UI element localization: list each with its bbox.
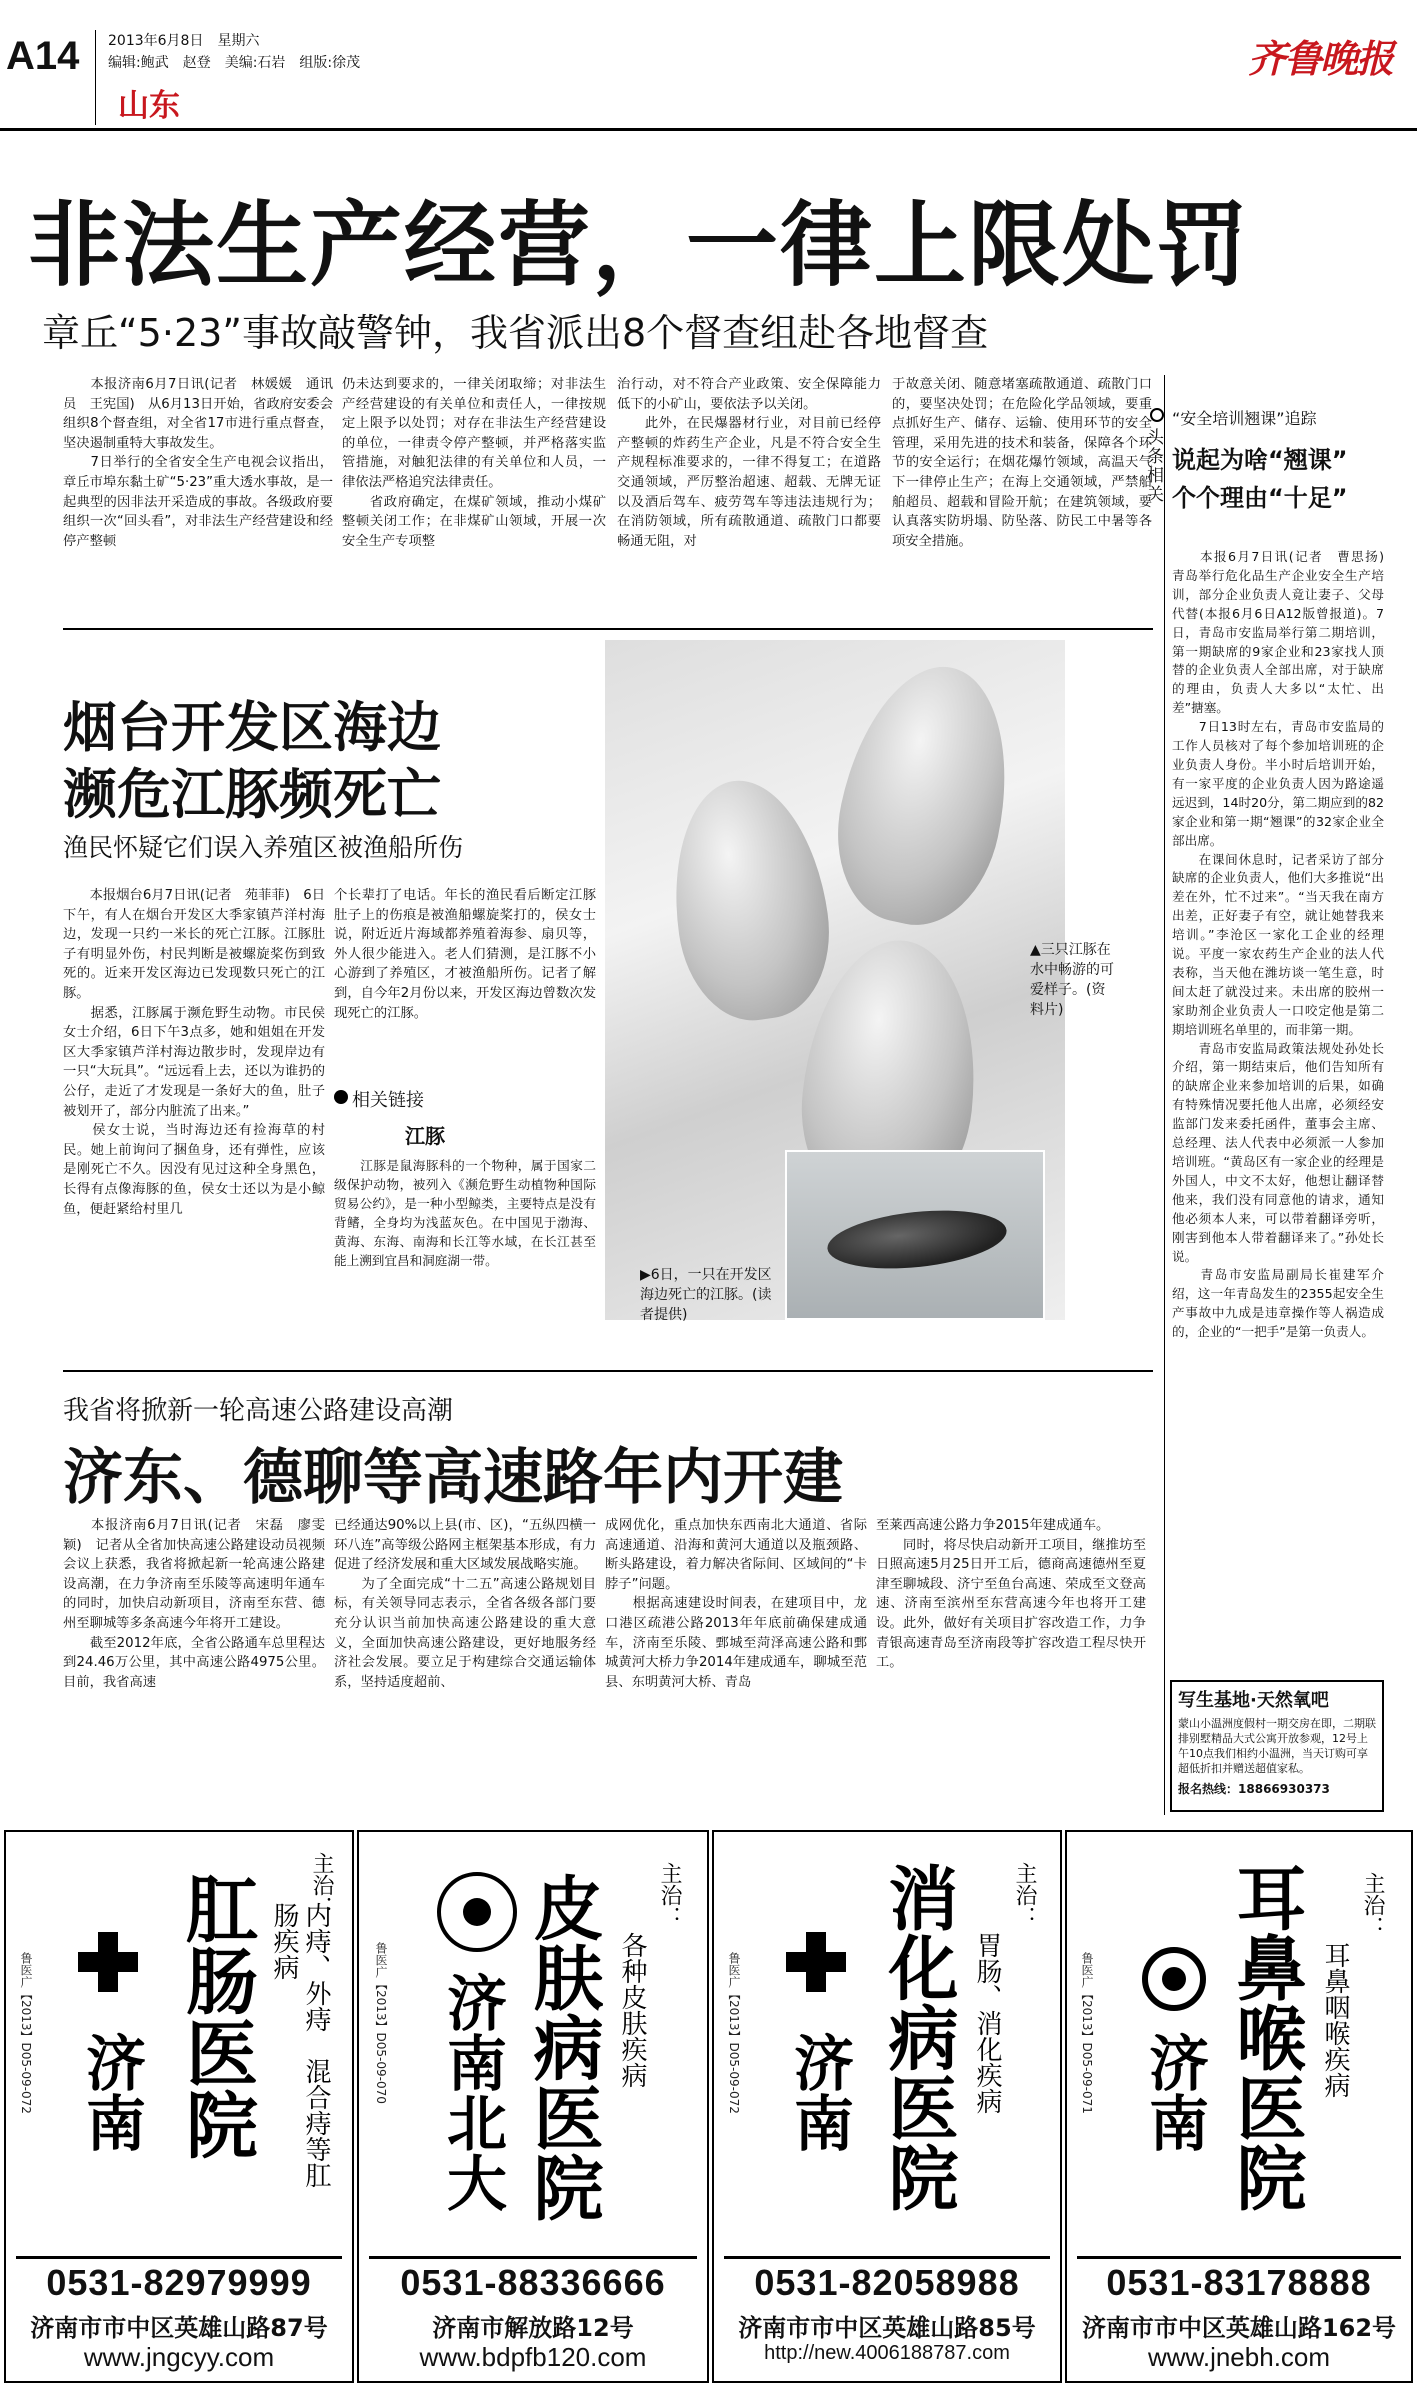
ad-1-website-link[interactable]: www.jngcyy.com	[83, 2342, 275, 2372]
photo-caption-2: ▶6日，一只在开发区海边死亡的江豚。(读者提供)	[640, 1267, 772, 1323]
lead-col-2: 仍未达到要求的，一律关闭取缔；对非法生产经营建设的有关单位和责任人，一律按规定上限予以处罚；对存在非法生产经营建设的单位，一律责令停产整顿，并严格落实监管措施，对触犯法律的有关单位和人员，一律依法严格追究法律责任。 省政府确定，在煤矿领域，推动小煤矿整顿关闭工作；在非煤矿山领域，开展一次安全生产专项整	[342, 377, 606, 549]
sidebar-ad-body: 蒙山小温洲度假村一期交房在即，二期联排别墅精品大式公寓开放参观，12号上午10点我们相约小温洲，当天订购可享超低折扣并赠送超值家私。	[1178, 1717, 1376, 1775]
ad-3-website-link[interactable]: http://new.4006188787.com	[764, 2342, 1010, 2364]
ad-digestive-hospital[interactable]	[712, 1830, 1062, 2383]
sidebar-section-label: 头条相关	[1143, 428, 1163, 504]
ad-3-city: 济南	[784, 2032, 854, 2152]
ad-4-services: 耳鼻咽喉疾病	[1320, 1942, 1350, 2098]
sidebar-body: 本报6月7日讯(记者 曹思扬) 青岛举行危化品生产企业安全生产培训，部分企业负责人竟让妻子、父母代替(本报6月6日A12版曾报道)。7日，青岛市安监局举行第二期培训，第一期缺席的9家企业和23家找人顶替的企业负责人全部出席，对于缺席的理由，负责人大多以“太忙、出差”搪塞。 7日13时左右，青岛市安监局的工作人员核对了每个参加培训班的企业负责人身份。半小时后培训开始，有一家平度的企业负责人因为路途遥远迟到，14时20分，第二期应到的82家企业和第一期“翘课”的32家企业全部出席。 在课间休息时，记者采访了部分缺席的企业负责人，他们大多推说“出差在外，忙不过来”。“当天我在南方出差，正好妻子有空，就让她替我来培训。”李沧区一家化工企业的经理说。平度一家农药生产企业的法人代表称，当天他在潍坊谈一笔生意，时间太赶了就没过来。未出席的胶州一家助剂企业负责人一口咬定他是第二期培训班名单里的，而非第一期。 青岛市安监局政策法规处孙处长介绍，第一期结束后，他们告知所有的缺席企业来参加培训的后果，如确有特殊情况要托他人出席，必须经安监部门发来委托函件，董事会主席、总经理、法人代表中必须派一人参加培训班。“黄岛区有一家企业的经理是外国人，中文不太好，他想让翻译替他来，我们没有同意他的请求，通知他必须本人来，可以带着翻译旁听，刚害到他本人带着翻译来了。”孙处长说。 青岛市安监局副局长崔建军介绍，这一年青岛发生的2355起安全生产事故中九成是违章操作等人祸造成的，企业的“一把手”是第一负责人。	[1172, 549, 1384, 1340]
ad-4-license: 鲁医广【2013】D05-09-071	[1080, 1952, 1094, 2114]
porpoise-col-1: 本报烟台6月7日讯(记者 苑菲菲) 6日下午，有人在烟台开发区大季家镇芦洋村海边，发现一只约一米长的死亡江豚。江豚肚子有明显外伤，村民判断是被螺旋桨伤到致死的。近来开发区海边已发现数只死亡的江豚。 据悉，江豚属于濒危野生动物。市民侯女士介绍，6日下午3点多，她和姐姐在开发区大季家镇芦洋村海边散步时，发现岸边有一只“大玩具”。“远远看上去，还以为谁扔的公仔，走近了才发现是一条好大的鱼，肚子被划开了，部分内脏流了出来。” 侯女士说，当时海边还有捡海草的村民。她上前询问了捆鱼身，还有弹性，应该是刚死亡不久。因没有见过这种全身黑色，长得有点像海豚的鱼，侯女士还以为是小鲸鱼，便赶紧给村里几	[63, 888, 325, 1217]
porpoise-2	[659, 771, 841, 1030]
ad-3-name: 消化病医院	[877, 1862, 960, 2212]
dead-porpoise	[825, 1203, 1010, 1277]
ad-3-address: 济南市市中区英雄山路85号	[738, 2314, 1036, 2342]
ad-3-phone[interactable]: 0531-82058988	[754, 2262, 1020, 2303]
ad-ent-hospital[interactable]	[1065, 1830, 1413, 2383]
lead-col-4: 于故意关闭、随意堵塞疏散通道、疏散门口的，要坚决处罚；在危险化学品领域，要重点抓好生产、储存、运输、使用环节的安全管理，采用先进的技术和装备，保障各个环节的安全运行；在烟花爆竹领域，高温天气下一律停止生产；在海上交通领域，严禁船舶超员、超载和冒险开航；在建筑领域，要认真落实防坍塌、防坠落、防民工中暑等各项安全措施。	[892, 377, 1152, 549]
sidebar-ad-box	[1170, 1680, 1384, 1812]
lead-col-1: 本报济南6月7日讯(记者 林媛媛 通讯员 王宪国) 从6月13日开始，省政府安委会组织8个督查组，对全省17市进行重点督查，坚决遏制重特大事故发生。 7日举行的全省安全生产电视会议指出，章丘市埠东黏土矿“5·23”重大透水事故，是一起典型的因非法开采造成的事故。各级政府要组织一次“回头看”，对非法生产经营建设和经停产整顿	[63, 377, 333, 549]
ad-dermatology-hospital[interactable]	[357, 1830, 709, 2383]
highway-col-3: 成网优化，重点加快东西南北大通道、省际高速通道、沿海和黄河大通道以及瓶颈路、断头路建设，着力解决省际间、区域间的“卡脖子”问题。 根据高速建设时间表，在建项目中，龙口港区疏港公路2013年年底前确保建成通车，济南至乐陵、鄄城至菏泽高速公路和鄄城黄河大桥力争2014年建成通车，聊城至范县、东明黄河大桥、青岛	[605, 1518, 867, 1690]
editor-credits: 编辑:鲍武 赵登 美编:石岩 组版:徐茂	[108, 55, 361, 71]
sidebar-kicker: “安全培训翘课”追踪	[1172, 409, 1317, 428]
sidebar-ad-title: 写生基地·天然氧吧	[1178, 1690, 1329, 1711]
porpoise-col-2: 个长辈打了电话。年长的渔民看后断定江豚肚子上的伤痕是被渔船螺旋桨打的，侯女士说，附近近片海域都养殖着海参、扇贝等，外人很少能进入。老人们猜测，是江豚不小心游到了养殖区，才被渔船所伤。记者了解到，自今年2月份以来，开发区海边曾数次发现死亡的江豚。	[334, 888, 596, 1021]
link-bullet-icon	[334, 1090, 348, 1104]
photo-caption-1: ▲三只江豚在水中畅游的可爱样子。(资料片)	[1030, 942, 1114, 1018]
masthead-logo: 齐鲁晚报	[1248, 36, 1393, 81]
ad-1-service-label: 主治：	[309, 1852, 334, 1918]
ad-4-address: 济南市市中区英雄山路162号	[1081, 2314, 1397, 2342]
ad-4-phone[interactable]: 0531-83178888	[1106, 2262, 1372, 2303]
ad-anorectal-hospital[interactable]	[4, 1830, 354, 2383]
issue-date: 2013年6月8日 星期六	[108, 33, 260, 49]
ad-2-service-label: 主治：	[657, 1862, 682, 1928]
ad-3-service-label: 主治：	[1012, 1862, 1037, 1928]
ad-3-license: 鲁医广【2013】D05-09-072	[727, 1952, 741, 2114]
ad-1-phone[interactable]: 0531-82979999	[46, 2262, 312, 2303]
related-link-title: 江豚	[405, 1124, 445, 1148]
lead-subhead: 章丘“5·23”事故敲警钟，我省派出8个督查组赴各地督查	[42, 311, 989, 355]
ad-2-name: 皮肤病医院	[522, 1872, 605, 2222]
sidebar-bullet-icon	[1150, 408, 1164, 422]
highway-kicker: 我省将掀新一轮高速公路建设高潮	[63, 1396, 454, 1426]
highway-col-2: 已经通达90%以上县(市、区)，“五纵四横一环八连”高等级公路网主框架基本形成，有力促进了经济发展和重大区域发展战略实施。 为了全面完成“十二五”高速公路规划目标，有关领导同志表示，全省各级各部门要充分认识当前加快高速公路建设的重大意义，全面加快高速公路建设，更好地服务经济社会发展。要立足于构建综合交通运输体系，坚持适度超前、	[334, 1518, 596, 1690]
porpoise-subhead: 渔民怀疑它们误入养殖区被渔船所伤	[63, 833, 464, 862]
ad-1-name: 肛肠医院	[174, 1872, 259, 2160]
section-name: 山东	[118, 88, 180, 124]
highway-col-1: 本报济南6月7日讯(记者 宋磊 廖雯颖) 记者从全省加快高速公路建设动员视频会议上获悉，我省将掀起新一轮高速公路建设高潮，在力争济南至乐陵等高速明年通车的同时，加快启动新项目，济南至东营、德州至聊城等多条高速今年将开工建设。 截至2012年底，全省公路通车总里程达到24.46万公里，其中高速公路4975公里。目前，我省高速	[63, 1518, 325, 1690]
ad-1-license: 鲁医广【2013】D05-09-072	[19, 1952, 33, 2114]
related-link-label: 相关链接	[352, 1090, 424, 1111]
ad-3-services: 胃肠、消化疾病	[972, 1932, 1002, 2114]
medical-cross-icon	[78, 1932, 138, 1992]
sidebar-headline-2: 个个理由“十足”	[1172, 484, 1348, 512]
sidebar-ad-phone-label: 报名热线：	[1178, 1782, 1239, 1796]
highway-col-4: 至莱西高速公路力争2015年建成通车。 同时，将尽快启动新开工项目，继推坊至日照高速5月25日开工后，德商高速德州至夏津至聊城段、济宁至鱼台高速、荣成至文登高速、济南至滨州至东营高速今年也将开工建设。此外，做好有关项目扩容改造工作，力争青银高速青岛至济南段等扩容改造工程尽快开工。	[876, 1518, 1146, 1671]
highway-headline: 济东、德聊等高速路年内开建	[63, 1443, 843, 1513]
hospital-seal-icon	[437, 1872, 517, 1952]
lead-col-3: 治行动，对不符合产业政策、安全保障能力低下的小矿山，要依法予以关闭。 此外，在民爆器材行业，对目前已经停产整顿的炸药生产企业，凡是不符合安全生产规程标准要求的，一律不得复工；在道路交通领域，严厉整治超速、超载、无牌无证以及酒后驾车、疲劳驾车等违法违规行为；在消防领域，所有疏散通道、疏散门口都要畅通无阻，对	[617, 377, 881, 549]
page-number: A14	[6, 34, 80, 78]
porpoise-headline-1: 烟台开发区海边	[63, 696, 441, 759]
ad-2-city: 济南北大	[437, 1972, 507, 2212]
ad-2-address: 济南市解放路12号	[432, 2314, 634, 2342]
ad-2-phone[interactable]: 0531-88336666	[400, 2262, 666, 2303]
sidebar-headline-1: 说起为啥“翘课”	[1172, 446, 1348, 474]
related-link-body: 江豚是鼠海豚科的一个物种，属于国家二级保护动物，被列入《濒危野生动植物种国际贸易公约》，是一种小型鲸类，主要特点是没有背鳍，全身均为浅蓝灰色。在中国见于渤海、黄海、东海、南海和长江等水域，在长江甚至能上溯到宜昌和洞庭湖一带。	[334, 1158, 596, 1268]
ad-4-name: 耳鼻喉医院	[1225, 1862, 1308, 2212]
ad-1-city: 济南	[76, 2032, 146, 2152]
porpoise-1	[820, 651, 1031, 939]
ad-4-website-link[interactable]: www.jnebh.com	[1147, 2342, 1331, 2372]
ad-2-license: 鲁医广【2013】D05-09-070	[374, 1942, 388, 2104]
medical-cross-icon	[786, 1932, 846, 1992]
lead-headline: 非法生产经营，一律上限处罚	[28, 192, 1251, 299]
ad-2-services: 各种皮肤疾病	[617, 1932, 647, 2088]
sidebar-ad-phone: 18866930373	[1238, 1782, 1330, 1796]
ad-4-city: 济南	[1139, 2032, 1209, 2152]
ad-2-website-link[interactable]: www.bdpfb120.com	[419, 2342, 647, 2372]
ent-logo-icon	[1142, 1947, 1206, 2011]
ad-4-service-label: 主治：	[1360, 1872, 1385, 1938]
ad-1-address: 济南市市中区英雄山路87号	[30, 2314, 328, 2342]
dead-porpoise-photo	[785, 1150, 1045, 1320]
porpoise-headline-2: 濒危江豚频死亡	[63, 763, 441, 826]
ad-1-services: 内痔、外痔 混合痔等肛肠疾病	[269, 1902, 331, 2188]
